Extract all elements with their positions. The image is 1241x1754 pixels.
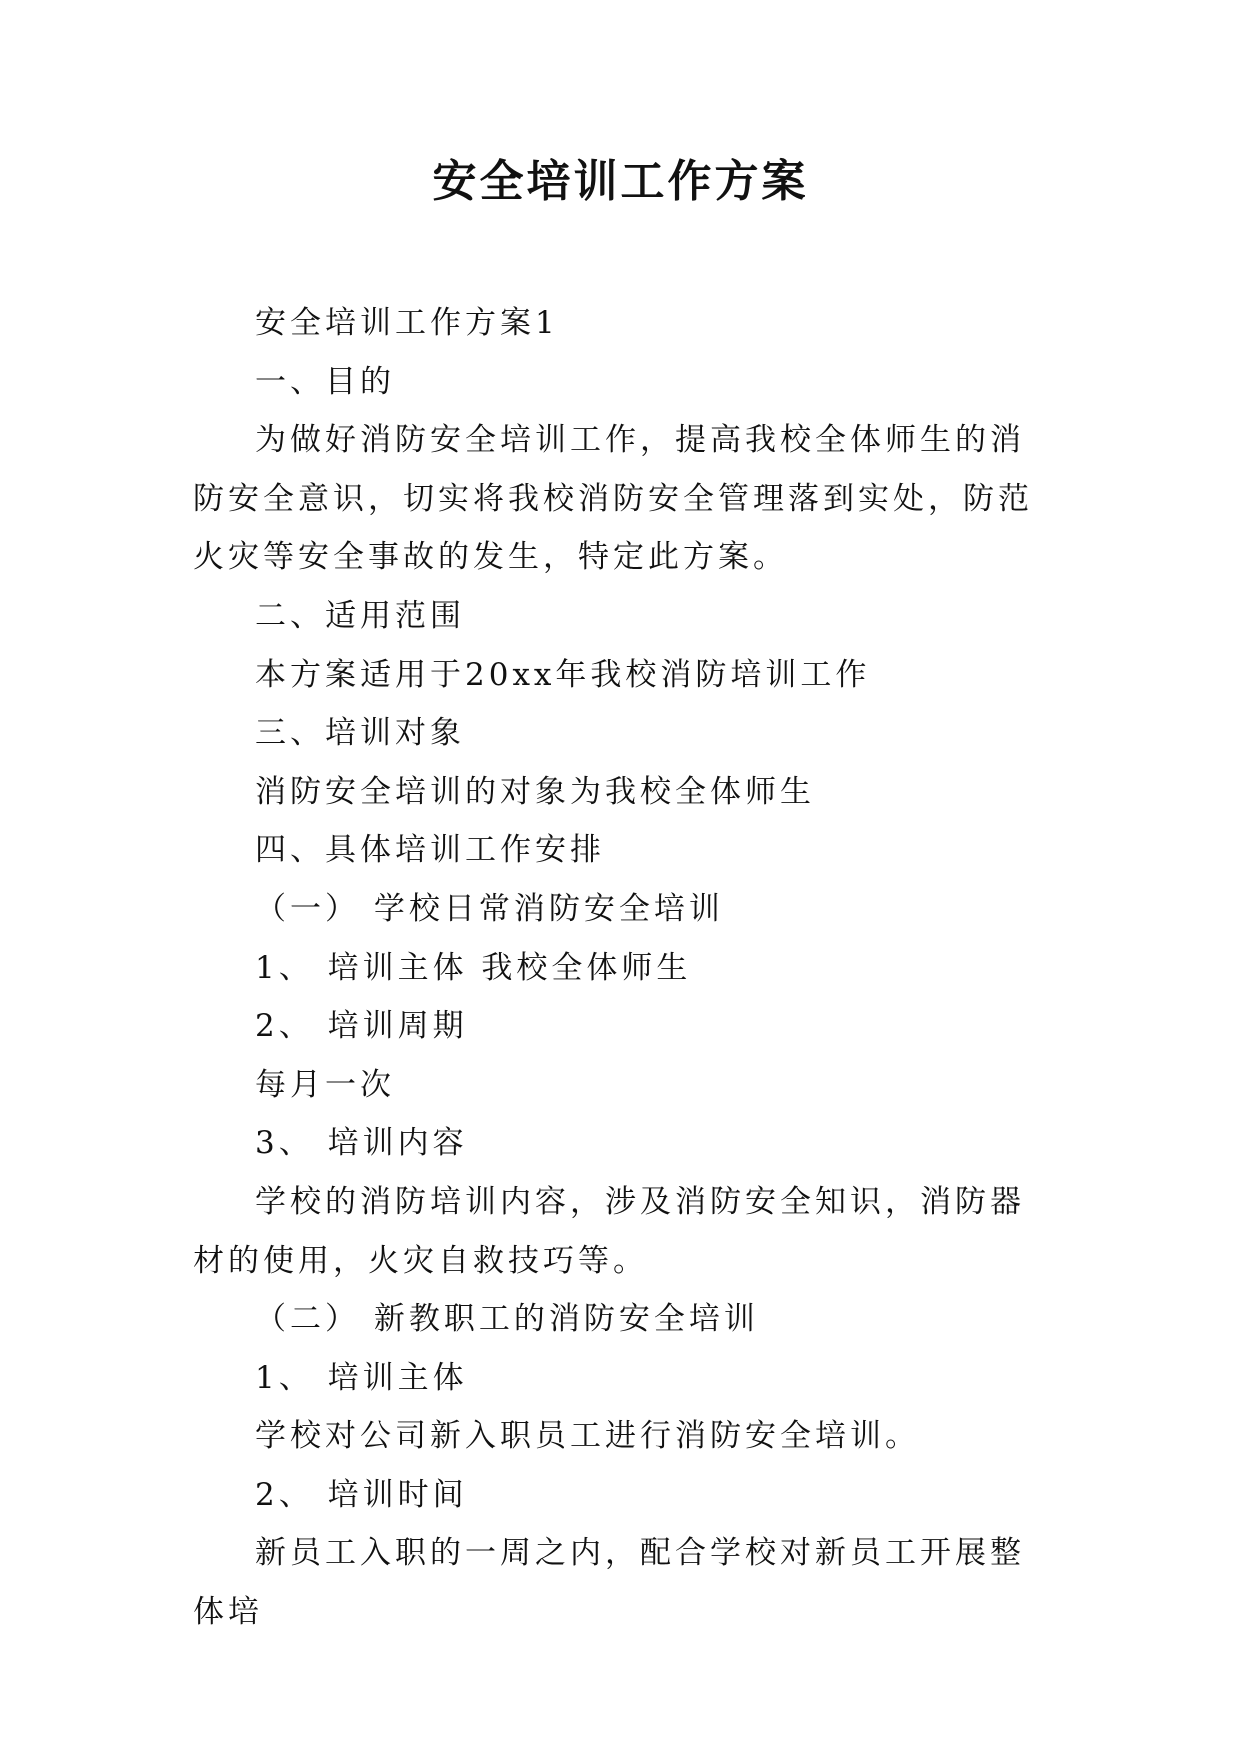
list-item: 3、 培训内容 <box>255 1125 468 1162</box>
paragraph: 学校的消防培训内容，涉及消防安全知识，消防器材的使用，火灾自救技巧等。 <box>193 1183 1025 1279</box>
paragraph: 本方案适用于20xx年我校消防培训工作 <box>255 656 871 693</box>
list-item: 1、 培训主体 我校全体师生 <box>255 949 692 986</box>
list-item: 1、 培训主体 <box>255 1359 468 1396</box>
paragraph: 安全培训工作方案1 <box>255 305 559 341</box>
section-heading: 二、适用范围 <box>255 597 465 634</box>
paragraph: 为做好消防安全培训工作，提高我校全体师生的消防安全意识，切实将我校消防安全管理落到实处，防范火灾等安全事故的发生，特定此方案。 <box>193 422 1033 576</box>
document-title: 安全培训工作方案 <box>432 156 809 207</box>
section-heading: 四、具体培训工作安排 <box>255 832 605 869</box>
paragraph: 新员工入职的一周之内，配合学校对新员工开展整体培 <box>193 1535 1025 1631</box>
section-heading: 三、培训对象 <box>255 715 465 752</box>
list-item: 2、 培训时间 <box>255 1476 468 1513</box>
document-body <box>193 294 1053 1642</box>
paragraph: 学校对公司新入职员工进行消防安全培训。 <box>255 1418 920 1455</box>
paragraph: 每月一次 <box>255 1066 395 1103</box>
subsection-heading: （一） 学校日常消防安全培训 <box>255 890 724 927</box>
paragraph: 消防安全培训的对象为我校全体师生 <box>255 773 815 810</box>
subsection-heading: （二） 新教职工的消防安全培训 <box>255 1301 759 1338</box>
section-heading: 一、目的 <box>255 363 395 400</box>
list-item: 2、 培训周期 <box>255 1008 468 1045</box>
